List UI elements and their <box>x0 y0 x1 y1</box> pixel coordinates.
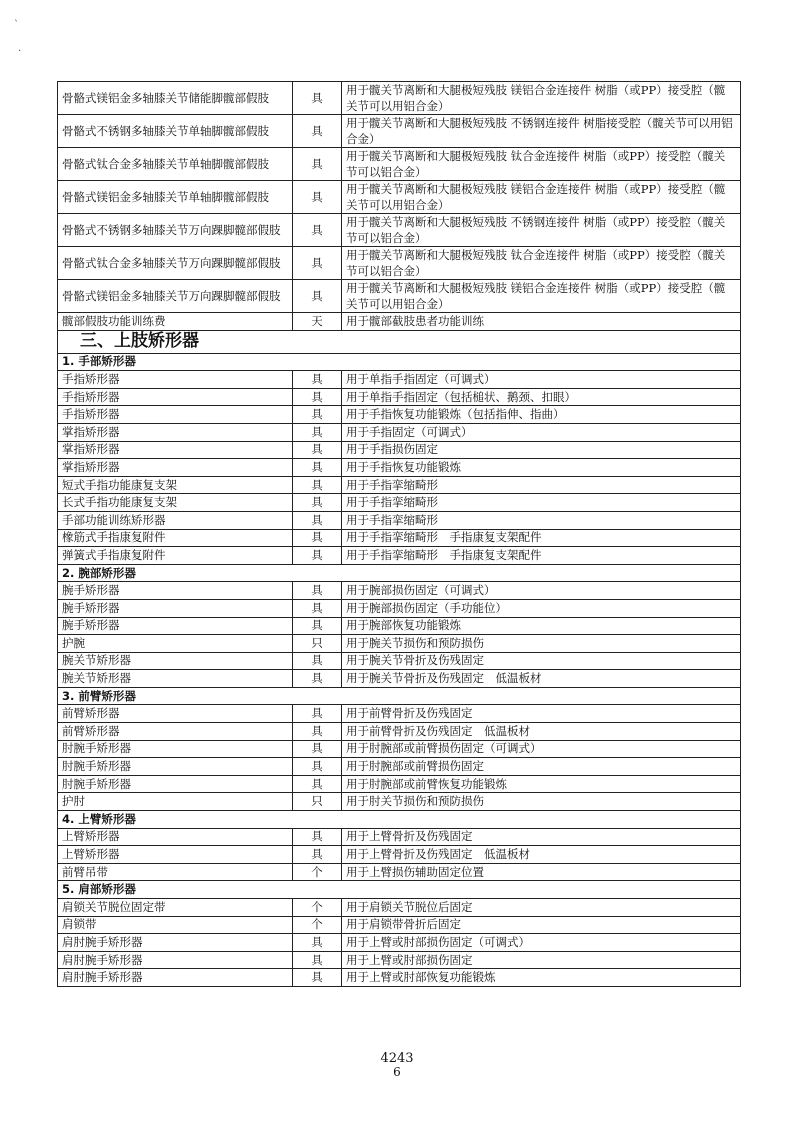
unit-cell: 具 <box>293 547 342 565</box>
description-cell: 用于单指手指固定（包括槌状、鹅颈、扣眼） <box>342 388 741 406</box>
item-name-cell: 肘腕手矫形器 <box>58 740 293 758</box>
unit-cell: 具 <box>293 406 342 424</box>
item-name-cell: 髋部假肢功能训练费 <box>58 313 293 331</box>
description-cell: 用于腕部损伤固定（可调式） <box>342 582 741 600</box>
table-row <box>58 441 741 459</box>
unit-cell: 具 <box>293 247 342 280</box>
item-name-cell: 肩肘腕手矫形器 <box>58 951 293 969</box>
description-cell: 用于上臂损伤辅助固定位置 <box>342 863 741 881</box>
unit-cell: 具 <box>293 617 342 635</box>
description-cell: 用于上臂或肘部恢复功能锻炼 <box>342 969 741 987</box>
description-cell: 用于上臂或肘部损伤固定 <box>342 951 741 969</box>
subsection-heading: 4. 上臂矫形器 <box>58 811 741 829</box>
description-cell: 用于前臂骨折及伤残固定 低温板材 <box>342 723 741 741</box>
item-name-cell: 手指矫形器 <box>58 371 293 389</box>
table-row <box>58 617 741 635</box>
item-name-cell: 骨骼式镁铝金多轴膝关节万向踝脚髋部假肢 <box>58 280 293 313</box>
item-name-cell: 腕关节矫形器 <box>58 670 293 688</box>
description-cell: 用于肩锁带骨折后固定 <box>342 916 741 934</box>
item-name-cell: 肩肘腕手矫形器 <box>58 969 293 987</box>
unit-cell: 具 <box>293 775 342 793</box>
table-row <box>58 280 741 313</box>
description-cell: 用于髋部截肢患者功能训练 <box>342 313 741 331</box>
unit-cell: 具 <box>293 705 342 723</box>
item-name-cell: 护肘 <box>58 793 293 811</box>
item-name-cell: 腕手矫形器 <box>58 599 293 617</box>
unit-cell: 只 <box>293 635 342 653</box>
unit-cell: 具 <box>293 148 342 181</box>
unit-cell: 具 <box>293 723 342 741</box>
unit-cell: 具 <box>293 388 342 406</box>
item-name-cell: 肘腕手矫形器 <box>58 758 293 776</box>
unit-cell: 具 <box>293 652 342 670</box>
item-name-cell: 上臂矫形器 <box>58 846 293 864</box>
description-cell: 用于腕部损伤固定（手功能位） <box>342 599 741 617</box>
unit-cell: 天 <box>293 313 342 331</box>
item-name-cell: 骨骼式钛合金多轴膝关节单轴脚髋部假肢 <box>58 148 293 181</box>
item-name-cell: 弹簧式手指康复附件 <box>58 547 293 565</box>
description-cell: 用于髋关节离断和大腿极短残肢 镁铝合金连接件 树脂（或PP）接受腔（髋关节可以用铝合金） <box>342 82 741 115</box>
item-name-cell: 腕手矫形器 <box>58 617 293 635</box>
item-name-cell: 手指矫形器 <box>58 406 293 424</box>
unit-cell: 具 <box>293 740 342 758</box>
unit-cell: 具 <box>293 846 342 864</box>
unit-cell: 具 <box>293 529 342 547</box>
table-row <box>58 313 741 331</box>
description-cell: 用于髋关节离断和大腿极短残肢 不锈钢连接件 树脂（或PP）接受腔（髋关节可以铝合金） <box>342 214 741 247</box>
item-name-cell: 肩锁带 <box>58 916 293 934</box>
table-row <box>58 459 741 477</box>
unit-cell: 具 <box>293 951 342 969</box>
description-cell: 用于肘腕部或前臂损伤固定 <box>342 758 741 776</box>
subsection-heading: 1. 手部矫形器 <box>58 353 741 371</box>
table-row <box>58 82 741 115</box>
item-name-cell: 骨骼式钛合金多轴膝关节万向踝脚髋部假肢 <box>58 247 293 280</box>
table-body <box>58 82 741 987</box>
item-name-cell: 上臂矫形器 <box>58 828 293 846</box>
unit-cell: 具 <box>293 494 342 512</box>
table-row <box>58 115 741 148</box>
page-number: 4243 <box>380 1051 414 1066</box>
description-cell: 用于前臂骨折及伤残固定 <box>342 705 741 723</box>
description-cell: 用于肘腕部或前臂损伤固定（可调式） <box>342 740 741 758</box>
table-row <box>58 670 741 688</box>
unit-cell: 具 <box>293 599 342 617</box>
unit-cell: 个 <box>293 899 342 917</box>
item-name-cell: 骨骼式不锈钢多轴膝关节万向踝脚髋部假肢 <box>58 214 293 247</box>
table-row <box>58 529 741 547</box>
subsection-heading: 3. 前臂矫形器 <box>58 687 741 705</box>
subsection-heading-row <box>58 811 741 829</box>
item-name-cell: 前臂吊带 <box>58 863 293 881</box>
unit-cell: 具 <box>293 423 342 441</box>
scan-speck: ` <box>14 20 19 31</box>
item-name-cell: 手部功能训练矫形器 <box>58 511 293 529</box>
description-cell: 用于髋关节离断和大腿极短残肢 镁铝合金连接件 树脂（或PP）接受腔（髋关节可以用铝合金） <box>342 280 741 313</box>
description-cell: 用于上臂骨折及伤残固定 低温板材 <box>342 846 741 864</box>
subsection-heading-row <box>58 687 741 705</box>
description-cell: 用于腕关节骨折及伤残固定 <box>342 652 741 670</box>
description-cell: 用于肩锁关节脱位后固定 <box>342 899 741 917</box>
table-row <box>58 511 741 529</box>
unit-cell: 具 <box>293 934 342 952</box>
section-heading: 三、上肢矫形器 <box>58 330 741 353</box>
table-row <box>58 951 741 969</box>
item-name-cell: 骨骼式不锈钢多轴膝关节单轴脚髋部假肢 <box>58 115 293 148</box>
table-row <box>58 969 741 987</box>
item-name-cell: 肩锁关节脱位固定带 <box>58 899 293 917</box>
table-row <box>58 916 741 934</box>
table-row <box>58 148 741 181</box>
table-row <box>58 371 741 389</box>
unit-cell: 具 <box>293 511 342 529</box>
description-cell: 用于腕部恢复功能锻炼 <box>342 617 741 635</box>
description-cell: 用于髋关节离断和大腿极短残肢 不锈钢连接件 树脂接受腔（髋关节可以用铝合金） <box>342 115 741 148</box>
device-price-table <box>57 81 741 987</box>
description-cell: 用于手指恢复功能锻炼 <box>342 459 741 477</box>
description-cell: 用于手指挛缩畸形 手指康复支架配件 <box>342 529 741 547</box>
description-cell: 用于手指恢复功能锻炼（包括指伸、指曲） <box>342 406 741 424</box>
section-heading-row <box>58 330 741 353</box>
item-name-cell: 骨骼式镁铝金多轴膝关节单轴脚髋部假肢 <box>58 181 293 214</box>
description-cell: 用于手指挛缩畸形 手指康复支架配件 <box>342 547 741 565</box>
unit-cell: 具 <box>293 670 342 688</box>
description-cell: 用于腕关节骨折及伤残固定 低温板材 <box>342 670 741 688</box>
subsection-heading-row <box>58 353 741 371</box>
item-name-cell: 护腕 <box>58 635 293 653</box>
item-name-cell: 腕关节矫形器 <box>58 652 293 670</box>
description-cell: 用于腕关节损伤和预防损伤 <box>342 635 741 653</box>
subsection-heading-row <box>58 881 741 899</box>
table-row <box>58 599 741 617</box>
description-cell: 用于肘腕部或前臂恢复功能锻炼 <box>342 775 741 793</box>
item-name-cell: 骨骼式镁铝金多轴膝关节储能脚髋部假肢 <box>58 82 293 115</box>
unit-cell: 具 <box>293 371 342 389</box>
description-cell: 用于上臂或肘部损伤固定（可调式） <box>342 934 741 952</box>
description-cell: 用于上臂骨折及伤残固定 <box>342 828 741 846</box>
table-row <box>58 828 741 846</box>
page-sub-number: 6 <box>393 1065 401 1079</box>
table-row <box>58 934 741 952</box>
description-cell: 用于手指损伤固定 <box>342 441 741 459</box>
item-name-cell: 前臂矫形器 <box>58 705 293 723</box>
table-row <box>58 406 741 424</box>
table-row <box>58 705 741 723</box>
item-name-cell: 长式手指功能康复支架 <box>58 494 293 512</box>
item-name-cell: 短式手指功能康复支架 <box>58 476 293 494</box>
table-row <box>58 740 741 758</box>
item-name-cell: 手指矫形器 <box>58 388 293 406</box>
item-name-cell: 前臂矫形器 <box>58 723 293 741</box>
item-name-cell: 橡筋式手指康复附件 <box>58 529 293 547</box>
unit-cell: 具 <box>293 476 342 494</box>
unit-cell: 具 <box>293 828 342 846</box>
description-cell: 用于单指手指固定（可调式） <box>342 371 741 389</box>
unit-cell: 具 <box>293 214 342 247</box>
unit-cell: 具 <box>293 280 342 313</box>
unit-cell: 只 <box>293 793 342 811</box>
description-cell: 用于髋关节离断和大腿极短残肢 镁铝合金连接件 树脂（或PP）接受腔（髋关节可以用铝合金） <box>342 181 741 214</box>
table-row <box>58 547 741 565</box>
unit-cell: 个 <box>293 916 342 934</box>
description-cell: 用于手指挛缩畸形 <box>342 511 741 529</box>
subsection-heading: 2. 腕部矫形器 <box>58 564 741 582</box>
table-row <box>58 793 741 811</box>
table-row <box>58 758 741 776</box>
table-row <box>58 846 741 864</box>
table-row <box>58 863 741 881</box>
unit-cell: 具 <box>293 459 342 477</box>
table-row <box>58 494 741 512</box>
table-row <box>58 388 741 406</box>
item-name-cell: 掌指矫形器 <box>58 423 293 441</box>
description-cell: 用于髋关节离断和大腿极短残肢 钛合金连接件 树脂（或PP）接受腔（髋关节可以铝合金） <box>342 247 741 280</box>
table-row <box>58 582 741 600</box>
unit-cell: 具 <box>293 969 342 987</box>
scan-speck: · <box>18 46 22 57</box>
subsection-heading-row <box>58 564 741 582</box>
table-row <box>58 652 741 670</box>
item-name-cell: 肘腕手矫形器 <box>58 775 293 793</box>
table-row <box>58 214 741 247</box>
unit-cell: 具 <box>293 82 342 115</box>
item-name-cell: 掌指矫形器 <box>58 441 293 459</box>
unit-cell: 个 <box>293 863 342 881</box>
unit-cell: 具 <box>293 115 342 148</box>
table-row <box>58 247 741 280</box>
unit-cell: 具 <box>293 582 342 600</box>
description-cell: 用于髋关节离断和大腿极短残肢 钛合金连接件 树脂（或PP）接受腔（髋关节可以铝合金） <box>342 148 741 181</box>
unit-cell: 具 <box>293 181 342 214</box>
description-cell: 用于肘关节损伤和预防损伤 <box>342 793 741 811</box>
table-row <box>58 423 741 441</box>
item-name-cell: 掌指矫形器 <box>58 459 293 477</box>
unit-cell: 具 <box>293 758 342 776</box>
table-row <box>58 723 741 741</box>
item-name-cell: 腕手矫形器 <box>58 582 293 600</box>
table-row <box>58 635 741 653</box>
table-row <box>58 899 741 917</box>
table-row <box>58 181 741 214</box>
table-row <box>58 775 741 793</box>
description-cell: 用于手指固定（可调式） <box>342 423 741 441</box>
table-row <box>58 476 741 494</box>
unit-cell: 具 <box>293 441 342 459</box>
subsection-heading: 5. 肩部矫形器 <box>58 881 741 899</box>
description-cell: 用于手指挛缩畸形 <box>342 476 741 494</box>
item-name-cell: 肩肘腕手矫形器 <box>58 934 293 952</box>
description-cell: 用于手指挛缩畸形 <box>342 494 741 512</box>
